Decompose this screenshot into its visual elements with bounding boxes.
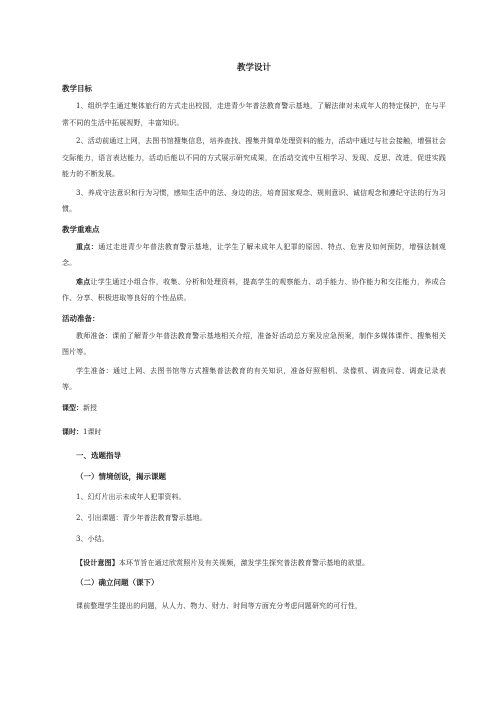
sub2-paragraph: 课前整理学生提出的问题，从人力、物力、财力、时间等方面充分考虑问题研究的可行性， — [76, 602, 362, 610]
sub1-line-2: 2、引出课题：青少年普法教育警示基地。 — [76, 513, 207, 522]
difficulty-label: 难点 — [76, 276, 91, 286]
document-body — [62, 62, 446, 617]
key-points-heading: 教学重难点 — [62, 224, 100, 234]
design-intent-text: 本环节旨在通过欣赏照片及有关视频，激发学生探究普法教育警示基地的欲望。 — [118, 558, 370, 567]
design-intent-label: 【设计意图】 — [76, 557, 119, 567]
section1-sub2-heading: （二）确立问题（课下） — [76, 578, 159, 587]
difficulty-paragraph — [62, 274, 446, 307]
preparation-heading: 活动准备： — [62, 313, 100, 323]
sub1-line-1: 1、幻灯片出示未成年人犯罪资料。 — [76, 492, 186, 501]
class-hours-label: 课时： — [62, 426, 83, 436]
objective-item-2: 2、活动前通过上网，去图书馆搜集信息，培养查找、搜集并简单处理资料的能力，活动中通过与社会接触，增强社会交际能力，语言表达能力，活动后能以不同的方式展示研究成果，在活动交流中互相学习、发现、反思、改进，促进实践能力的不断发展。 — [62, 137, 446, 178]
course-type-value: 新授 — [83, 403, 97, 412]
class-hours — [62, 426, 446, 438]
teacher-preparation: 教师准备：课前了解青少年普法教育警示基地相关介绍，准备好活动总方案及应急预案，制作多媒体课件、搜集相关图片等。 — [62, 331, 446, 356]
course-type-label: 课型： — [62, 402, 83, 412]
sub1-line-3: 3、小结。 — [76, 534, 109, 543]
course-type — [62, 402, 446, 414]
section1-sub1-heading: （一）情境创设，揭示课题 — [76, 471, 166, 481]
class-hours-value: 1课时 — [83, 427, 102, 436]
student-preparation: 学生准备：通过上网、去图书馆等方式搜集普法教育的有关知识，准备好照相机、录像机、调查问卷、调查记录表等。 — [62, 366, 446, 391]
focus-label: 重点： — [76, 241, 99, 251]
objective-item-3: 3、养成守法意识和行为习惯，感知生活中的法、身边的法，培育国家观念、规则意识、诚信观念和遵纪守法的行为习惯。 — [62, 188, 446, 213]
design-intent-paragraph — [62, 555, 446, 572]
objectives-heading: 教学目标 — [62, 84, 92, 93]
focus-paragraph — [62, 239, 446, 272]
focus-text: 通过走进青少年普法教育警示基地，让学生了解未成年人犯罪的原因、特点、危害及如何预防，增强法制观念。 — [62, 242, 446, 267]
document-title: 教学设计 — [236, 63, 271, 73]
section1-heading: 一、选题指导 — [76, 450, 121, 460]
difficulty-text: 让学生通过小组合作，收集、分析和处理资料，提高学生的观察能力、动手能力、协作能力和交往能力，养成合作、分享、积极进取等良好的个性品质。 — [62, 277, 446, 302]
objective-item-1: 1、组织学生通过集体旅行的方式走出校园，走进青少年普法教育警示基地，了解法律对未成年人的特定保护，在与平常不同的生活中拓展视野，丰富知识。 — [62, 102, 446, 127]
